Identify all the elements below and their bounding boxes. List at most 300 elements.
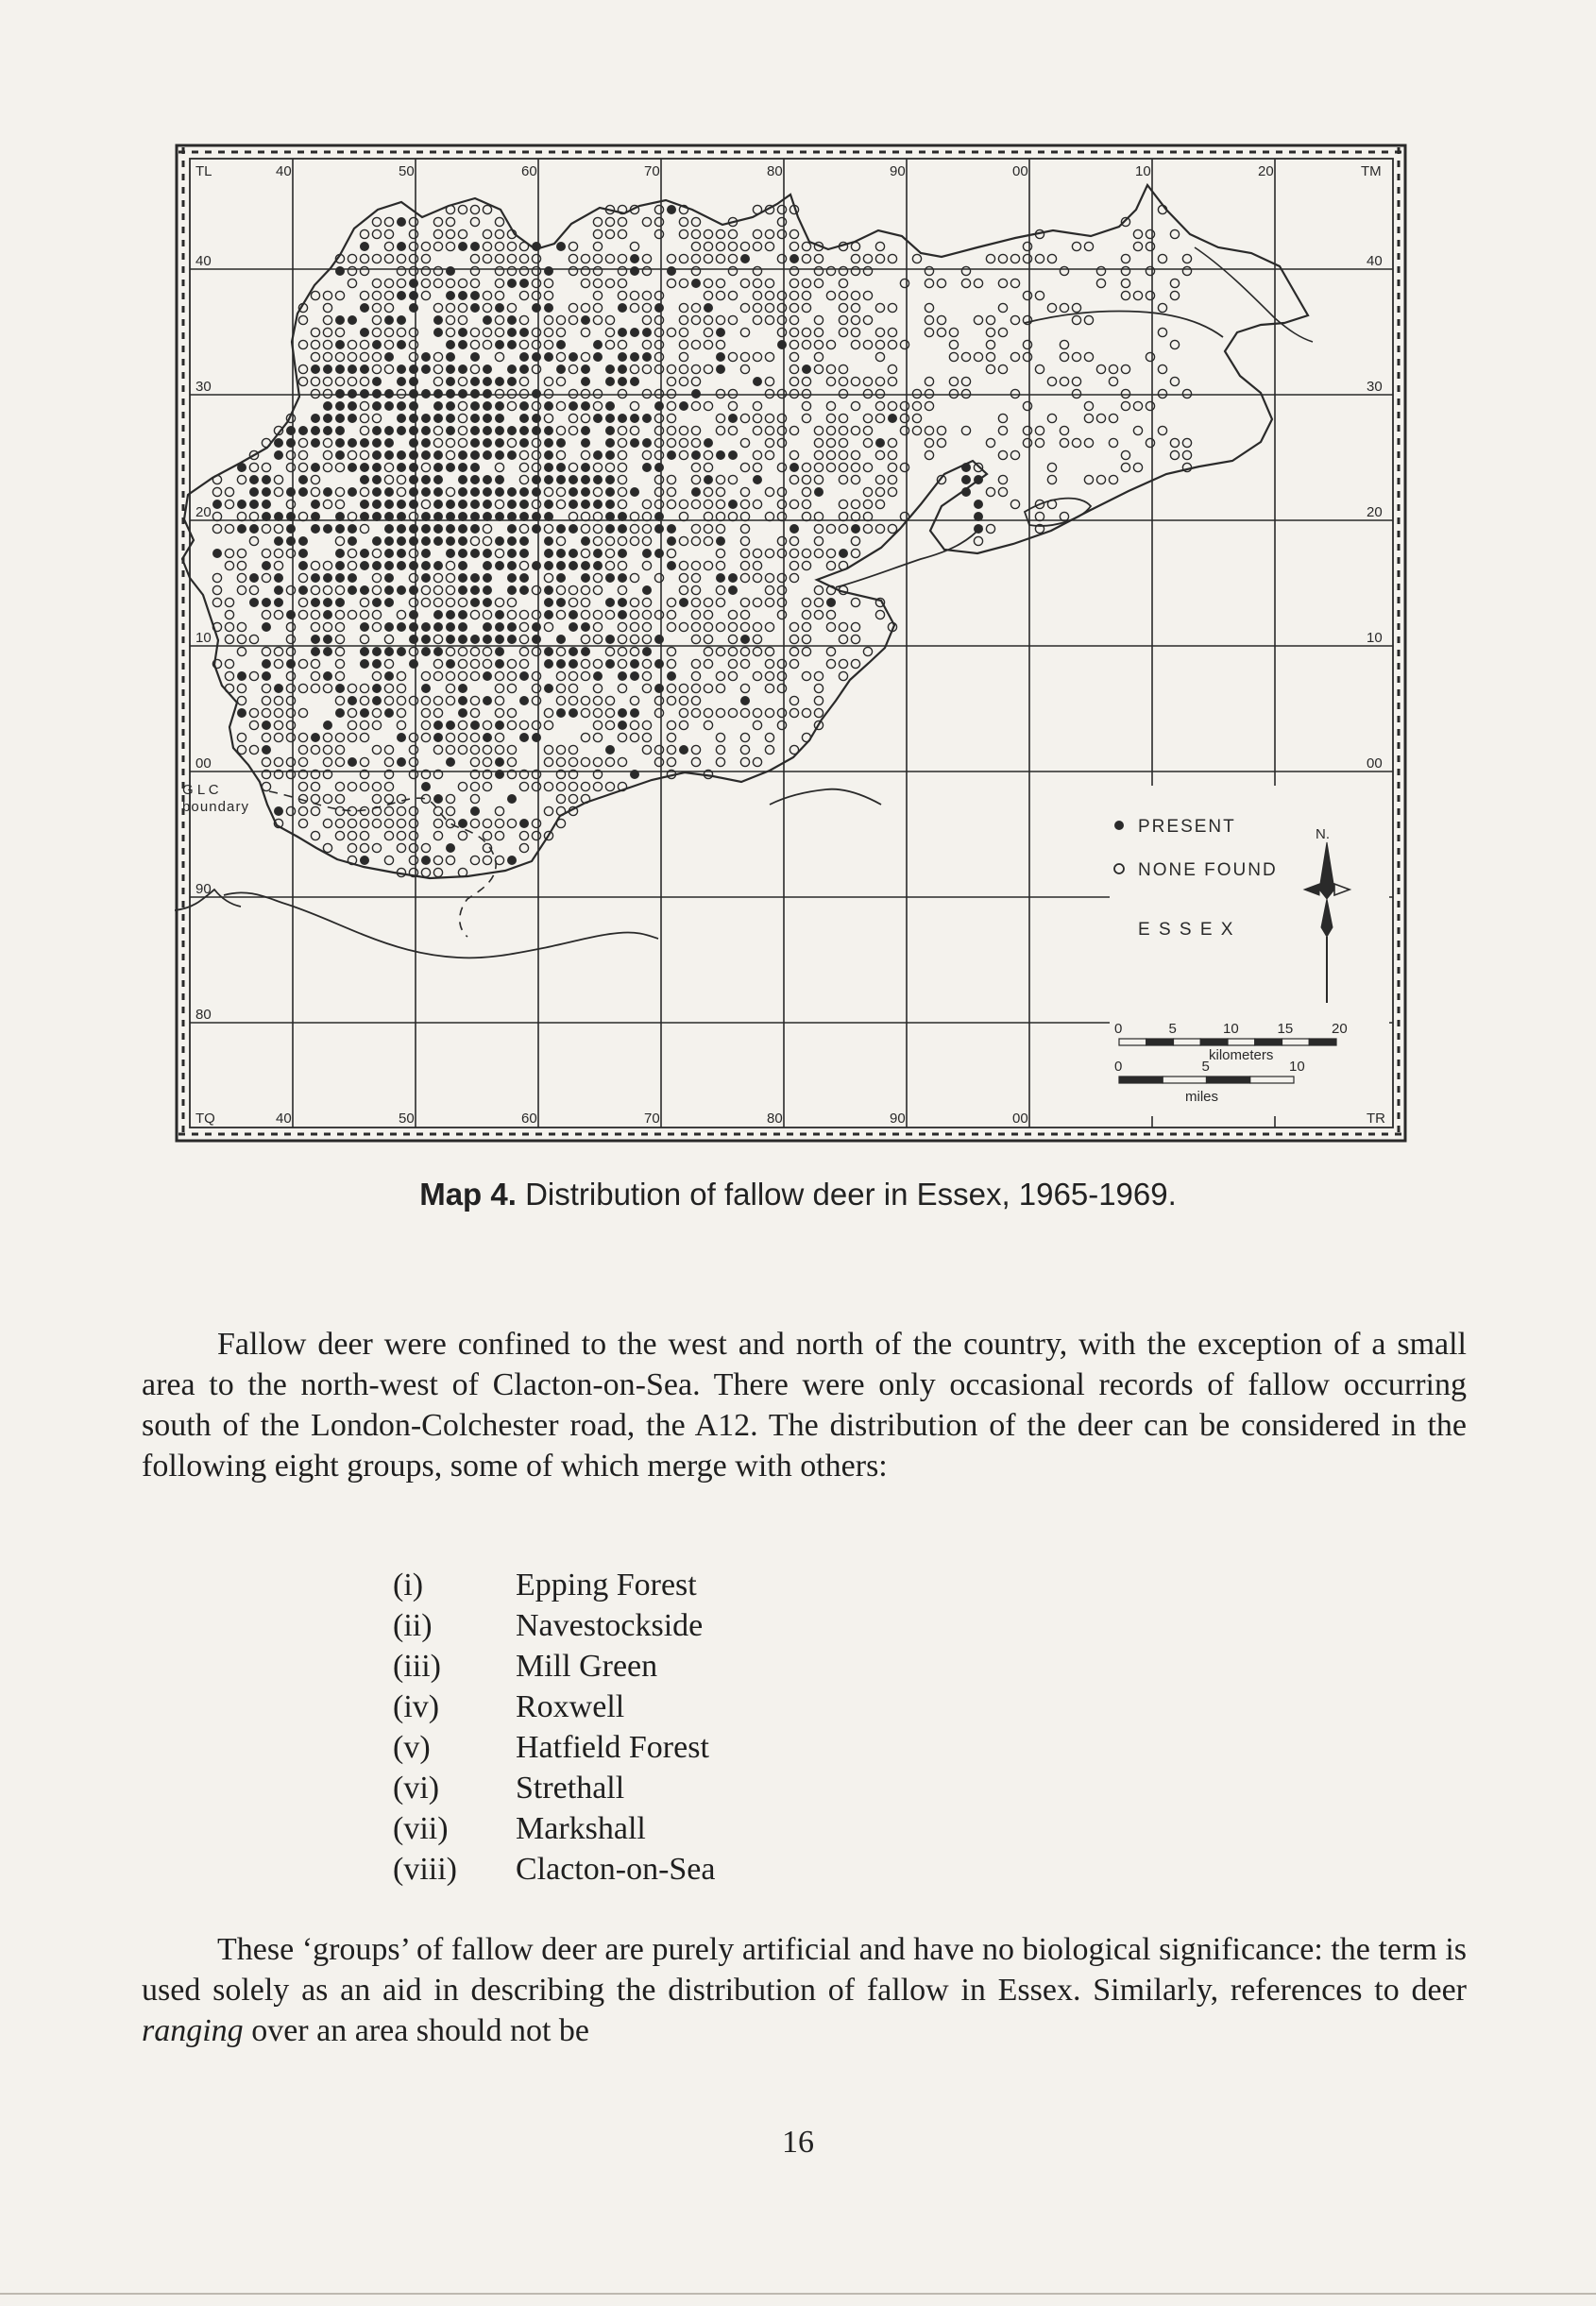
present-record-dot bbox=[605, 450, 615, 460]
present-record-dot bbox=[556, 242, 566, 251]
present-record-dot bbox=[348, 585, 357, 595]
present-record-dot bbox=[519, 585, 529, 595]
present-record-dot bbox=[262, 659, 271, 669]
present-record-dot bbox=[519, 671, 529, 681]
scale-km-segment bbox=[1228, 1039, 1255, 1045]
present-record-dot bbox=[421, 414, 431, 423]
present-record-dot bbox=[691, 450, 701, 460]
present-record-dot bbox=[421, 536, 431, 546]
present-record-dot bbox=[311, 365, 320, 374]
present-record-dot bbox=[532, 303, 541, 313]
easting-label-bottom: 80 bbox=[767, 1111, 783, 1127]
present-record-dot bbox=[360, 438, 369, 448]
present-record-dot bbox=[384, 500, 394, 509]
present-record-dot bbox=[507, 622, 517, 632]
present-record-dot bbox=[458, 500, 467, 509]
present-record-dot bbox=[470, 598, 480, 607]
caption-text: Distribution of fallow deer in Essex, 1965-1969. bbox=[516, 1177, 1177, 1212]
corner-label-top-right: TM bbox=[1361, 163, 1382, 179]
present-record-dot bbox=[458, 536, 467, 546]
present-record-dot bbox=[384, 708, 394, 718]
present-record-dot bbox=[544, 536, 553, 546]
present-record-dot bbox=[495, 770, 504, 779]
present-record-dot bbox=[679, 598, 688, 607]
present-record-dot bbox=[581, 487, 590, 497]
present-record-dot bbox=[458, 365, 467, 374]
present-record-dot bbox=[311, 500, 320, 509]
present-record-dot bbox=[397, 622, 406, 632]
present-record-dot bbox=[483, 733, 492, 742]
present-record-dot bbox=[483, 487, 492, 497]
present-record-dot bbox=[249, 487, 259, 497]
present-record-dot bbox=[421, 647, 431, 656]
northing-label-left: 00 bbox=[195, 755, 212, 771]
present-record-dot bbox=[433, 647, 443, 656]
scale-km-unit-label: kilometers bbox=[1209, 1047, 1274, 1063]
present-record-dot bbox=[519, 500, 529, 509]
present-record-dot bbox=[274, 684, 283, 693]
present-record-dot bbox=[421, 365, 431, 374]
group-number: (vii) bbox=[393, 1811, 449, 1846]
present-record-dot bbox=[409, 450, 418, 460]
scale-km-tick-label: 5 bbox=[1168, 1021, 1177, 1037]
present-record-dot bbox=[446, 426, 455, 435]
present-record-dot bbox=[335, 450, 345, 460]
present-record-dot bbox=[630, 266, 639, 276]
present-record-dot bbox=[483, 598, 492, 607]
present-record-dot bbox=[323, 647, 332, 656]
present-record-dot bbox=[470, 450, 480, 460]
present-record-dot bbox=[372, 659, 382, 669]
present-record-dot bbox=[605, 598, 615, 607]
present-record-dot bbox=[384, 512, 394, 521]
present-record-dot bbox=[544, 598, 553, 607]
present-record-dot bbox=[581, 561, 590, 570]
scale-mile-tick-label: 0 bbox=[1114, 1059, 1123, 1075]
present-record-dot bbox=[495, 450, 504, 460]
present-record-dot bbox=[262, 561, 271, 570]
easting-label-top: 70 bbox=[644, 163, 660, 179]
present-record-dot bbox=[348, 438, 357, 448]
present-record-dot bbox=[593, 549, 603, 558]
present-record-dot bbox=[397, 549, 406, 558]
present-record-dot bbox=[397, 426, 406, 435]
present-record-dot bbox=[311, 524, 320, 534]
present-record-dot bbox=[421, 389, 431, 398]
present-record-dot bbox=[298, 426, 308, 435]
present-record-dot bbox=[802, 365, 811, 374]
present-record-dot bbox=[249, 475, 259, 484]
present-record-dot bbox=[360, 512, 369, 521]
present-record-dot bbox=[372, 475, 382, 484]
present-record-dot bbox=[630, 770, 639, 779]
northing-label-right: 20 bbox=[1367, 504, 1383, 520]
present-record-dot bbox=[532, 561, 541, 570]
group-name: Roxwell bbox=[516, 1689, 625, 1724]
easting-label-top: 20 bbox=[1258, 163, 1274, 179]
present-record-dot bbox=[630, 328, 639, 337]
present-record-dot bbox=[458, 463, 467, 472]
present-record-dot bbox=[446, 389, 455, 398]
present-record-dot bbox=[409, 401, 418, 411]
easting-label-top: 90 bbox=[890, 163, 906, 179]
present-record-dot bbox=[397, 500, 406, 509]
present-record-dot bbox=[421, 561, 431, 570]
present-record-dot bbox=[556, 635, 566, 644]
present-record-dot bbox=[458, 291, 467, 300]
easting-label-bottom: 60 bbox=[521, 1111, 537, 1127]
present-record-dot bbox=[212, 500, 222, 509]
present-record-dot bbox=[421, 352, 431, 362]
present-record-dot bbox=[519, 414, 529, 423]
present-record-dot bbox=[335, 340, 345, 349]
present-record-dot bbox=[446, 610, 455, 619]
present-record-dot bbox=[249, 598, 259, 607]
present-record-dot bbox=[348, 463, 357, 472]
present-record-dot bbox=[458, 573, 467, 583]
present-record-dot bbox=[348, 573, 357, 583]
present-record-dot bbox=[495, 512, 504, 521]
present-record-dot bbox=[421, 450, 431, 460]
scale-km-tick-label: 20 bbox=[1332, 1021, 1348, 1037]
present-record-dot bbox=[384, 450, 394, 460]
present-record-dot bbox=[397, 291, 406, 300]
easting-label-top: 80 bbox=[767, 163, 783, 179]
present-record-dot bbox=[618, 573, 627, 583]
present-record-dot bbox=[630, 487, 639, 497]
present-record-dot bbox=[311, 463, 320, 472]
present-record-dot bbox=[335, 598, 345, 607]
paragraph-1-text: Fallow deer were confined to the west and north of the country, with the exception of a small area to the north-west of Clacton-on-Sea. There were only occasional records of fallow occurring south of the London-Colchester road, the A12. The distribution of the deer can be considered in the following eight groups, some of which merge with others: bbox=[142, 1327, 1467, 1484]
present-record-dot bbox=[433, 524, 443, 534]
present-record-dot bbox=[384, 352, 394, 362]
group-name: Strethall bbox=[516, 1771, 625, 1806]
present-record-dot bbox=[348, 487, 357, 497]
present-record-dot bbox=[286, 438, 296, 448]
present-record-dot bbox=[569, 524, 578, 534]
present-record-dot bbox=[569, 561, 578, 570]
present-record-dot bbox=[667, 561, 676, 570]
present-record-dot bbox=[262, 475, 271, 484]
present-record-dot bbox=[544, 659, 553, 669]
northing-label-left: 90 bbox=[195, 881, 212, 897]
present-record-dot bbox=[495, 635, 504, 644]
legend-present-label: PRESENT bbox=[1138, 817, 1236, 837]
present-record-dot bbox=[581, 536, 590, 546]
present-record-dot bbox=[421, 426, 431, 435]
present-record-dot bbox=[618, 524, 627, 534]
present-record-dot bbox=[311, 512, 320, 521]
present-record-dot bbox=[298, 475, 308, 484]
glc-boundary-label-line2: boundary bbox=[182, 799, 248, 815]
present-record-dot bbox=[470, 426, 480, 435]
present-record-dot bbox=[569, 487, 578, 497]
list-item bbox=[393, 1646, 716, 1687]
present-record-dot bbox=[360, 549, 369, 558]
present-record-dot bbox=[397, 450, 406, 460]
present-record-dot bbox=[470, 438, 480, 448]
present-record-dot bbox=[483, 426, 492, 435]
present-record-dot bbox=[360, 475, 369, 484]
present-record-dot bbox=[384, 671, 394, 681]
present-record-dot bbox=[335, 438, 345, 448]
present-record-dot bbox=[507, 500, 517, 509]
present-record-dot bbox=[630, 438, 639, 448]
present-record-dot bbox=[348, 401, 357, 411]
present-record-dot bbox=[237, 463, 246, 472]
present-record-dot bbox=[519, 819, 529, 828]
present-record-dot bbox=[519, 487, 529, 497]
present-record-dot bbox=[409, 622, 418, 632]
present-record-dot bbox=[274, 536, 283, 546]
present-record-dot bbox=[654, 659, 664, 669]
present-record-dot bbox=[470, 303, 480, 313]
present-record-dot bbox=[507, 487, 517, 497]
scale-km-segment bbox=[1255, 1039, 1282, 1045]
present-record-dot bbox=[397, 340, 406, 349]
present-record-dot bbox=[409, 463, 418, 472]
present-record-dot bbox=[728, 500, 738, 509]
scale-km-segment bbox=[1174, 1039, 1201, 1045]
present-record-dot bbox=[409, 487, 418, 497]
present-record-dot bbox=[421, 487, 431, 497]
present-record-dot bbox=[397, 536, 406, 546]
present-record-dot bbox=[335, 389, 345, 398]
present-record-dot bbox=[495, 377, 504, 386]
present-record-dot bbox=[286, 610, 296, 619]
present-record-dot bbox=[433, 463, 443, 472]
present-record-dot bbox=[642, 414, 652, 423]
present-record-dot bbox=[335, 315, 345, 325]
scale-mile-tick-label: 10 bbox=[1289, 1059, 1305, 1075]
present-record-dot bbox=[274, 598, 283, 607]
scale-mile-unit-label: miles bbox=[1185, 1089, 1219, 1105]
present-record-dot bbox=[507, 365, 517, 374]
present-record-dot bbox=[360, 585, 369, 595]
present-record-dot bbox=[372, 377, 382, 386]
present-record-dot bbox=[335, 684, 345, 693]
scale-km-segment bbox=[1146, 1039, 1174, 1045]
present-record-dot bbox=[544, 610, 553, 619]
present-record-dot bbox=[372, 340, 382, 349]
present-record-dot bbox=[372, 487, 382, 497]
present-record-dot bbox=[630, 671, 639, 681]
present-record-dot bbox=[740, 696, 750, 705]
present-record-dot bbox=[372, 536, 382, 546]
present-record-dot bbox=[593, 340, 603, 349]
present-record-dot bbox=[605, 745, 615, 755]
present-record-dot bbox=[421, 573, 431, 583]
present-record-dot bbox=[581, 463, 590, 472]
present-record-dot bbox=[618, 610, 627, 619]
present-record-dot bbox=[581, 573, 590, 583]
present-record-dot bbox=[458, 610, 467, 619]
present-record-dot bbox=[397, 365, 406, 374]
present-record-dot bbox=[618, 721, 627, 730]
scale-km-segment bbox=[1309, 1039, 1336, 1045]
present-record-dot bbox=[642, 328, 652, 337]
present-record-dot bbox=[446, 291, 455, 300]
present-record-dot bbox=[507, 635, 517, 644]
present-record-dot bbox=[446, 549, 455, 558]
present-record-dot bbox=[286, 524, 296, 534]
present-record-dot bbox=[409, 500, 418, 509]
scale-km-segment bbox=[1282, 1039, 1310, 1045]
present-record-dot bbox=[262, 622, 271, 632]
group-number: (i) bbox=[393, 1568, 424, 1602]
present-record-dot bbox=[458, 340, 467, 349]
present-record-dot bbox=[507, 315, 517, 325]
list-item bbox=[393, 1565, 716, 1605]
present-record-dot bbox=[544, 561, 553, 570]
present-record-dot bbox=[397, 757, 406, 767]
present-record-dot bbox=[409, 585, 418, 595]
present-record-dot bbox=[483, 512, 492, 521]
present-record-dot bbox=[274, 573, 283, 583]
present-record-dot bbox=[237, 708, 246, 718]
present-record-dot bbox=[605, 401, 615, 411]
present-record-dot bbox=[777, 340, 787, 349]
north-label: N. bbox=[1316, 826, 1330, 842]
present-record-dot bbox=[409, 279, 418, 288]
present-record-dot bbox=[360, 242, 369, 251]
present-record-dot bbox=[507, 573, 517, 583]
present-record-dot bbox=[483, 696, 492, 705]
present-record-dot bbox=[556, 598, 566, 607]
present-record-dot bbox=[372, 389, 382, 398]
present-record-dot bbox=[630, 377, 639, 386]
present-record-dot bbox=[458, 549, 467, 558]
northing-label-left: 20 bbox=[195, 504, 212, 520]
present-record-dot bbox=[839, 549, 848, 558]
present-record-dot bbox=[483, 622, 492, 632]
present-record-dot bbox=[249, 524, 259, 534]
present-record-dot bbox=[974, 524, 983, 534]
present-record-dot bbox=[311, 635, 320, 644]
present-record-dot bbox=[483, 549, 492, 558]
present-record-dot bbox=[286, 487, 296, 497]
list-item bbox=[393, 1768, 716, 1808]
present-record-dot bbox=[446, 414, 455, 423]
present-record-dot bbox=[360, 365, 369, 374]
present-record-dot bbox=[654, 549, 664, 558]
present-record-dot bbox=[507, 536, 517, 546]
present-record-dot bbox=[360, 708, 369, 718]
present-record-dot bbox=[433, 401, 443, 411]
present-record-dot bbox=[618, 671, 627, 681]
present-record-dot bbox=[569, 401, 578, 411]
present-record-dot bbox=[421, 622, 431, 632]
scale-km-segment bbox=[1119, 1039, 1146, 1045]
present-record-dot bbox=[409, 414, 418, 423]
present-record-dot bbox=[384, 315, 394, 325]
present-record-dot bbox=[556, 365, 566, 374]
present-record-dot bbox=[372, 438, 382, 448]
present-record-dot bbox=[618, 708, 627, 718]
present-record-dot bbox=[421, 635, 431, 644]
present-record-dot bbox=[654, 512, 664, 521]
present-record-dot bbox=[654, 401, 664, 411]
present-record-dot bbox=[384, 401, 394, 411]
easting-label-bottom: 90 bbox=[890, 1111, 906, 1127]
present-record-dot bbox=[384, 389, 394, 398]
easting-label-top: 00 bbox=[1012, 163, 1028, 179]
present-record-dot bbox=[630, 254, 639, 263]
present-record-dot bbox=[409, 426, 418, 435]
present-record-dot bbox=[544, 684, 553, 693]
present-record-dot bbox=[519, 438, 529, 448]
present-record-dot bbox=[544, 303, 553, 313]
present-record-dot bbox=[495, 414, 504, 423]
present-record-dot bbox=[507, 524, 517, 534]
present-record-dot bbox=[323, 671, 332, 681]
present-record-dot bbox=[237, 524, 246, 534]
present-record-dot bbox=[409, 561, 418, 570]
present-record-dot bbox=[323, 426, 332, 435]
northing-label-right: 10 bbox=[1367, 630, 1383, 646]
present-record-dot bbox=[360, 328, 369, 337]
present-record-dot bbox=[433, 622, 443, 632]
present-record-dot bbox=[397, 585, 406, 595]
present-record-dot bbox=[556, 524, 566, 534]
present-record-dot bbox=[483, 450, 492, 460]
present-record-dot bbox=[593, 450, 603, 460]
present-record-dot bbox=[569, 647, 578, 656]
present-record-dot bbox=[360, 303, 369, 313]
distribution-map bbox=[175, 144, 1407, 1143]
present-record-dot bbox=[372, 684, 382, 693]
present-record-dot bbox=[790, 463, 799, 472]
present-record-dot bbox=[446, 365, 455, 374]
present-record-dot bbox=[618, 365, 627, 374]
present-record-dot bbox=[397, 401, 406, 411]
list-item bbox=[393, 1605, 716, 1646]
present-record-dot bbox=[581, 401, 590, 411]
present-record-dot bbox=[495, 401, 504, 411]
present-record-dot bbox=[446, 757, 455, 767]
group-name: Hatfield Forest bbox=[516, 1730, 709, 1765]
present-record-dot bbox=[274, 512, 283, 521]
present-record-dot bbox=[507, 794, 517, 804]
glc-boundary-label-line1: G L C bbox=[182, 782, 219, 798]
present-record-dot bbox=[507, 377, 517, 386]
present-record-dot bbox=[593, 671, 603, 681]
present-record-dot bbox=[470, 475, 480, 484]
present-record-dot bbox=[532, 635, 541, 644]
present-record-dot bbox=[446, 721, 455, 730]
present-record-dot bbox=[360, 622, 369, 632]
group-number: (v) bbox=[393, 1730, 431, 1765]
present-record-dot bbox=[740, 254, 750, 263]
present-record-dot bbox=[483, 475, 492, 484]
present-record-dot bbox=[581, 475, 590, 484]
present-record-dot bbox=[483, 585, 492, 595]
present-record-dot bbox=[507, 279, 517, 288]
present-record-dot bbox=[581, 500, 590, 509]
present-record-dot bbox=[507, 426, 517, 435]
scale-mile-segment bbox=[1207, 1077, 1250, 1083]
present-record-dot bbox=[237, 500, 246, 509]
present-record-dot bbox=[360, 647, 369, 656]
present-record-dot bbox=[470, 352, 480, 362]
present-record-dot bbox=[409, 475, 418, 484]
present-record-dot bbox=[397, 242, 406, 251]
present-record-dot bbox=[495, 426, 504, 435]
present-record-dot bbox=[323, 598, 332, 607]
present-record-dot bbox=[605, 475, 615, 484]
present-record-dot bbox=[716, 450, 725, 460]
present-record-dot bbox=[605, 377, 615, 386]
